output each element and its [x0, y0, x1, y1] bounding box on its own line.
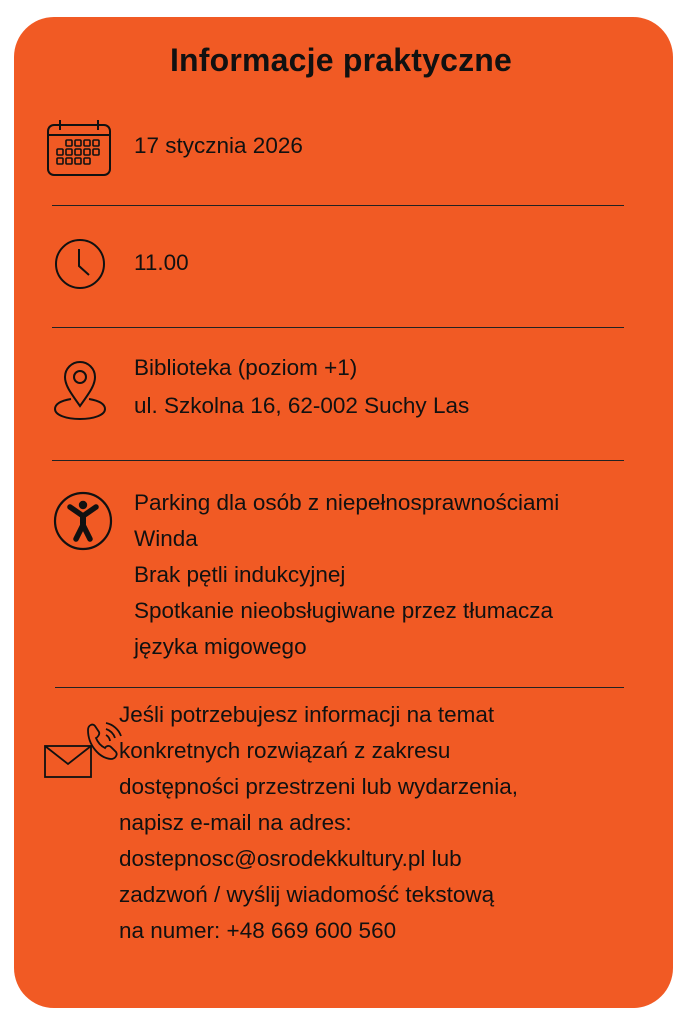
accessibility-item: Parking dla osób z niepełnosprawnościami — [134, 490, 560, 515]
accessibility-item: Spotkanie nieobsługiwane przez tłumacza — [134, 598, 553, 623]
contact-line: napisz e-mail na adres: — [119, 810, 352, 835]
divider — [55, 687, 624, 688]
page-title: Informacje praktyczne — [169, 42, 513, 78]
divider — [52, 327, 624, 328]
divider — [52, 460, 624, 461]
location-address: ul. Szkolna 16, 62-002 Suchy Las — [134, 393, 470, 418]
contact-line: konkretnych rozwiązań z zakresu — [119, 738, 451, 763]
contact-info — [119, 697, 518, 949]
accessibility-item: Winda — [134, 526, 198, 551]
accessibility-item: języka migowego — [134, 634, 307, 659]
accessibility-icon — [52, 490, 114, 552]
contact-line: Jeśli potrzebujesz informacji na temat — [119, 702, 495, 727]
event-time: 11.00 — [134, 250, 189, 275]
clock-icon — [54, 238, 106, 290]
contact-phone-line[interactable]: na numer: +48 669 600 560 — [119, 918, 397, 943]
accessibility-item: Brak pętli indukcyjnej — [134, 562, 346, 587]
divider — [52, 205, 624, 206]
location-pin-icon — [52, 358, 108, 422]
accessibility-info — [134, 485, 559, 665]
location-name: Biblioteka (poziom +1) — [134, 355, 358, 380]
contact-line: zadzwoń / wyślij wiadomość tekstową — [119, 882, 495, 907]
contact-line: dostępności przestrzeni lub wydarzenia, — [119, 774, 518, 799]
calendar-icon — [46, 119, 112, 177]
contact-email-line[interactable]: dostepnosc@osrodekkultury.pl lub — [119, 846, 462, 871]
envelope-phone-icon — [43, 716, 125, 782]
event-date: 17 stycznia 2026 — [134, 133, 303, 158]
